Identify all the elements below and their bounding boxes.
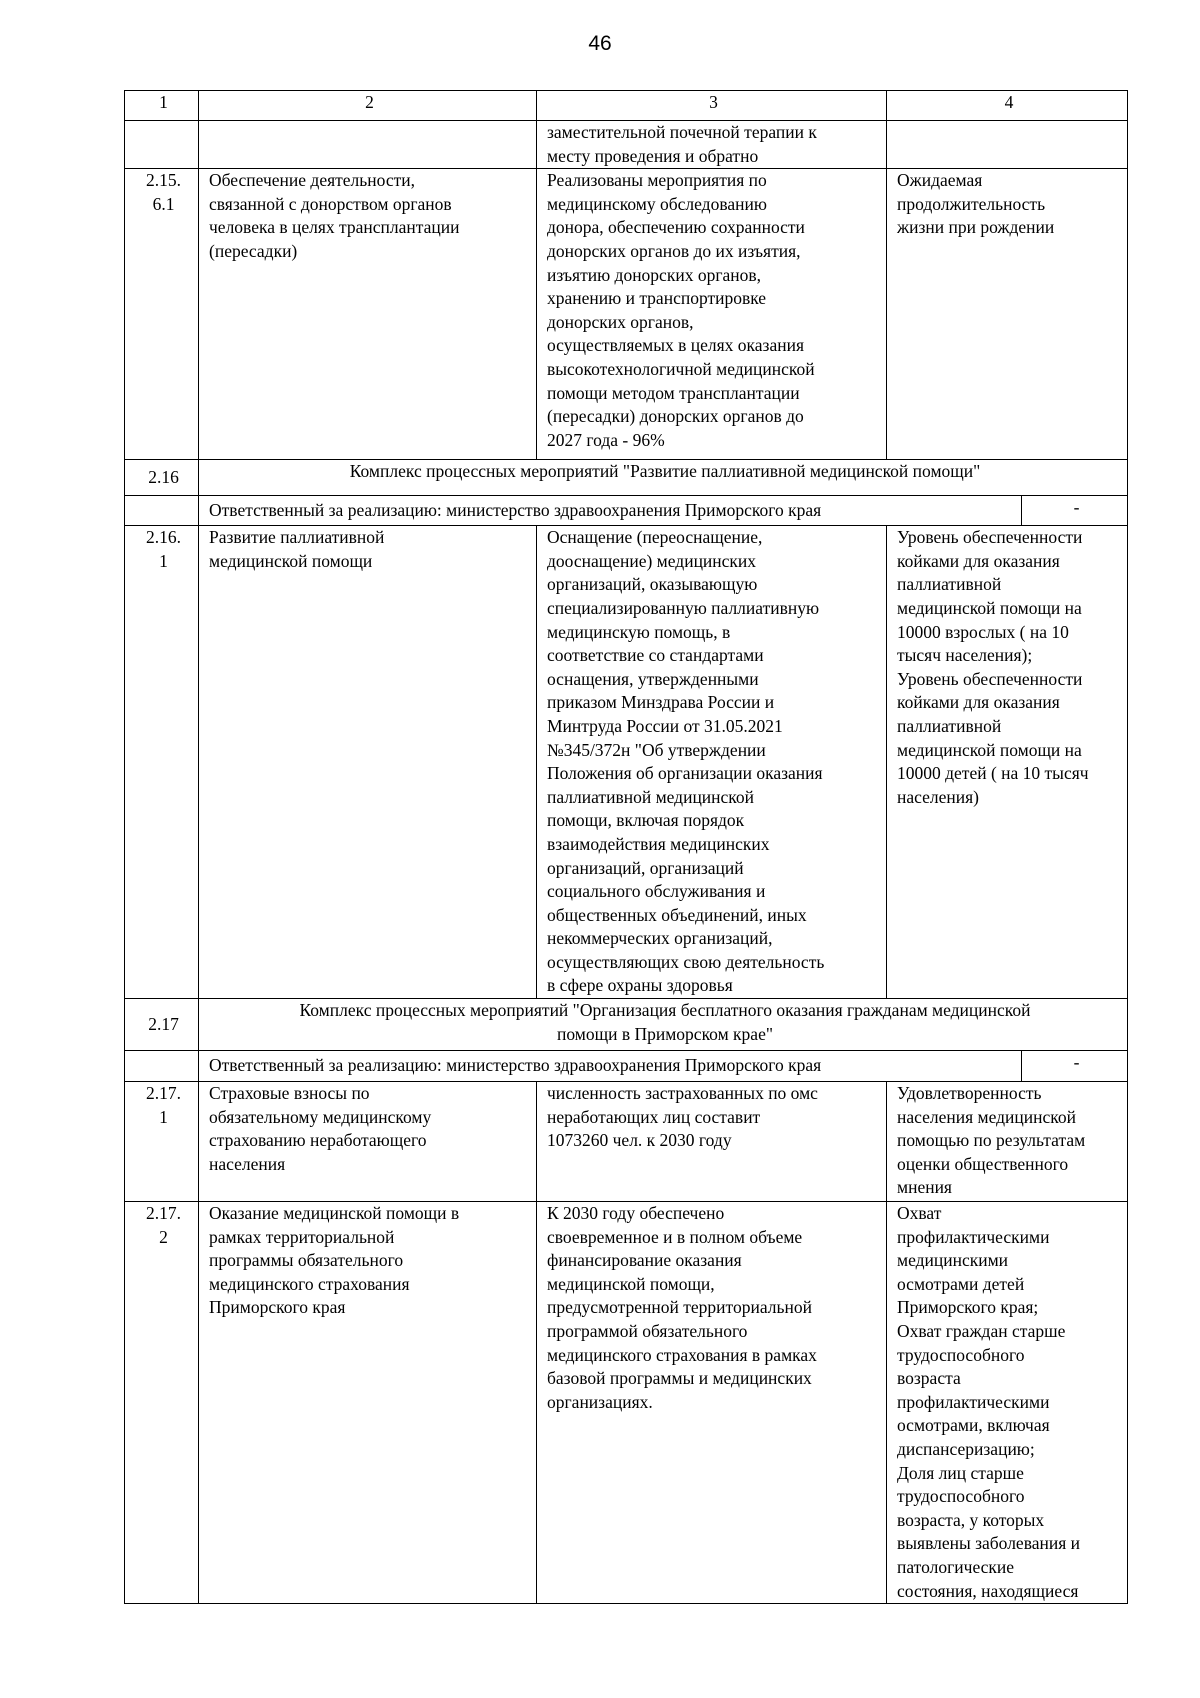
row-number: 2.17. 2 [125, 1202, 199, 1604]
row-number: 2.15. 6.1 [125, 169, 199, 460]
table-header-row [125, 91, 1128, 121]
measure-name: Страховые взносы по обязательному медицинскому страхованию неработающего населения [199, 1082, 537, 1202]
continuation-col3-cell: заместительной почечной терапии к месту проведения и обратно [537, 121, 887, 169]
measure-indicator: Уровень обеспеченности койками для оказания паллиативной медицинской помощи на 10000 взрослых ( на 10 тысяч населения); Уровень обеспеченности койками для оказания паллиативной медицинской помощи на 10000 детей ( на 10 тысяч населения) [887, 526, 1128, 999]
table-row [125, 526, 1128, 999]
measure-name: Оказание медицинской помощи в рамках территориальной программы обязательного медицинского страхования Приморского края [199, 1202, 537, 1604]
measure-indicator: Ожидаемая продолжительность жизни при рождении [887, 169, 1128, 460]
section-number: 2.17 [125, 999, 199, 1051]
measure-indicator: Удовлетворенность населения медицинской помощью по результатам оценки общественного мнения [887, 1082, 1128, 1202]
responsible-num-cell [125, 496, 199, 526]
table-row [125, 1202, 1128, 1604]
section-row [125, 460, 1128, 496]
measure-result: Оснащение (переоснащение, дооснащение) медицинских организаций, оказывающую специализированную паллиативную медицинскую помощь, в соответствие со стандартами оснащения, утвержденными приказом Минздрава России и Минтруда России от 31.05.2021 №345/372н "Об утверждении Положения об организации оказания паллиативной медицинской помощи, включая порядок взаимодействия медицинских организаций, организаций социального обслуживания и общественных объединений, иных некоммерческих организаций, осуществляющих свою деятельность в сфере охраны здоровья [537, 526, 887, 999]
measure-result: численность застрахованных по омс неработающих лиц составит 1073260 чел. к 2030 году [537, 1082, 887, 1202]
responsible-value: - [1022, 496, 1128, 526]
responsible-value: - [1022, 1051, 1128, 1082]
table-row [125, 1082, 1128, 1202]
measure-name: Обеспечение деятельности, связанной с донорством органов человека в целях трансплантации (пересадки) [199, 169, 537, 460]
header-col-4: 4 [887, 91, 1128, 121]
section-number: 2.16 [125, 460, 199, 496]
section-title: Комплекс процессных мероприятий "Организация бесплатного оказания гражданам медицинской помощи в Приморском крае" [199, 999, 1128, 1051]
responsible-num-cell [125, 1051, 199, 1082]
measure-result: Реализованы мероприятия по медицинскому обследованию донора, обеспечению сохранности донорских органов до их изъятия, изъятию донорских органов, хранению и транспортировке донорских органов, осуществляемых в целях оказания высокотехнологичной медицинской помощи методом трансплантации (пересадки) донорских органов до 2027 года - 96% [537, 169, 887, 460]
continuation-col2-cell [199, 121, 537, 169]
measure-result: К 2030 году обеспечено своевременное и в полном объеме финансирование оказания медицинской помощи, предусмотренной территориальной программой обязательного медицинского страхования в рамках базовой программы и медицинских организациях. [537, 1202, 887, 1604]
page-number: 46 [588, 32, 612, 55]
section-row [125, 999, 1128, 1051]
responsible-text: Ответственный за реализацию: министерство здравоохранения Приморского края [199, 1051, 1022, 1082]
header-col-2: 2 [199, 91, 537, 121]
table-row [125, 121, 1128, 169]
header-col-3: 3 [537, 91, 887, 121]
continuation-num-cell [125, 121, 199, 169]
responsible-row [125, 1051, 1128, 1082]
responsible-text: Ответственный за реализацию: министерство здравоохранения Приморского края [199, 496, 1022, 526]
section-title: Комплекс процессных мероприятий "Развитие паллиативной медицинской помощи" [199, 460, 1128, 496]
header-col-1: 1 [125, 91, 199, 121]
row-number: 2.16. 1 [125, 526, 199, 999]
measure-indicator: Охват профилактическими медицинскими осмотрами детей Приморского края; Охват граждан старше трудоспособного возраста профилактическими осмотрами, включая диспансеризацию; Доля лиц старше трудоспособного возраста, у которых выявлены заболевания и патологические состояния, находящиеся [887, 1202, 1128, 1604]
continuation-col4-cell [887, 121, 1128, 169]
responsible-row [125, 496, 1128, 526]
table-row [125, 169, 1128, 460]
row-number: 2.17. 1 [125, 1082, 199, 1202]
measures-table [124, 90, 1128, 1604]
measure-name: Развитие паллиативной медицинской помощи [199, 526, 537, 999]
